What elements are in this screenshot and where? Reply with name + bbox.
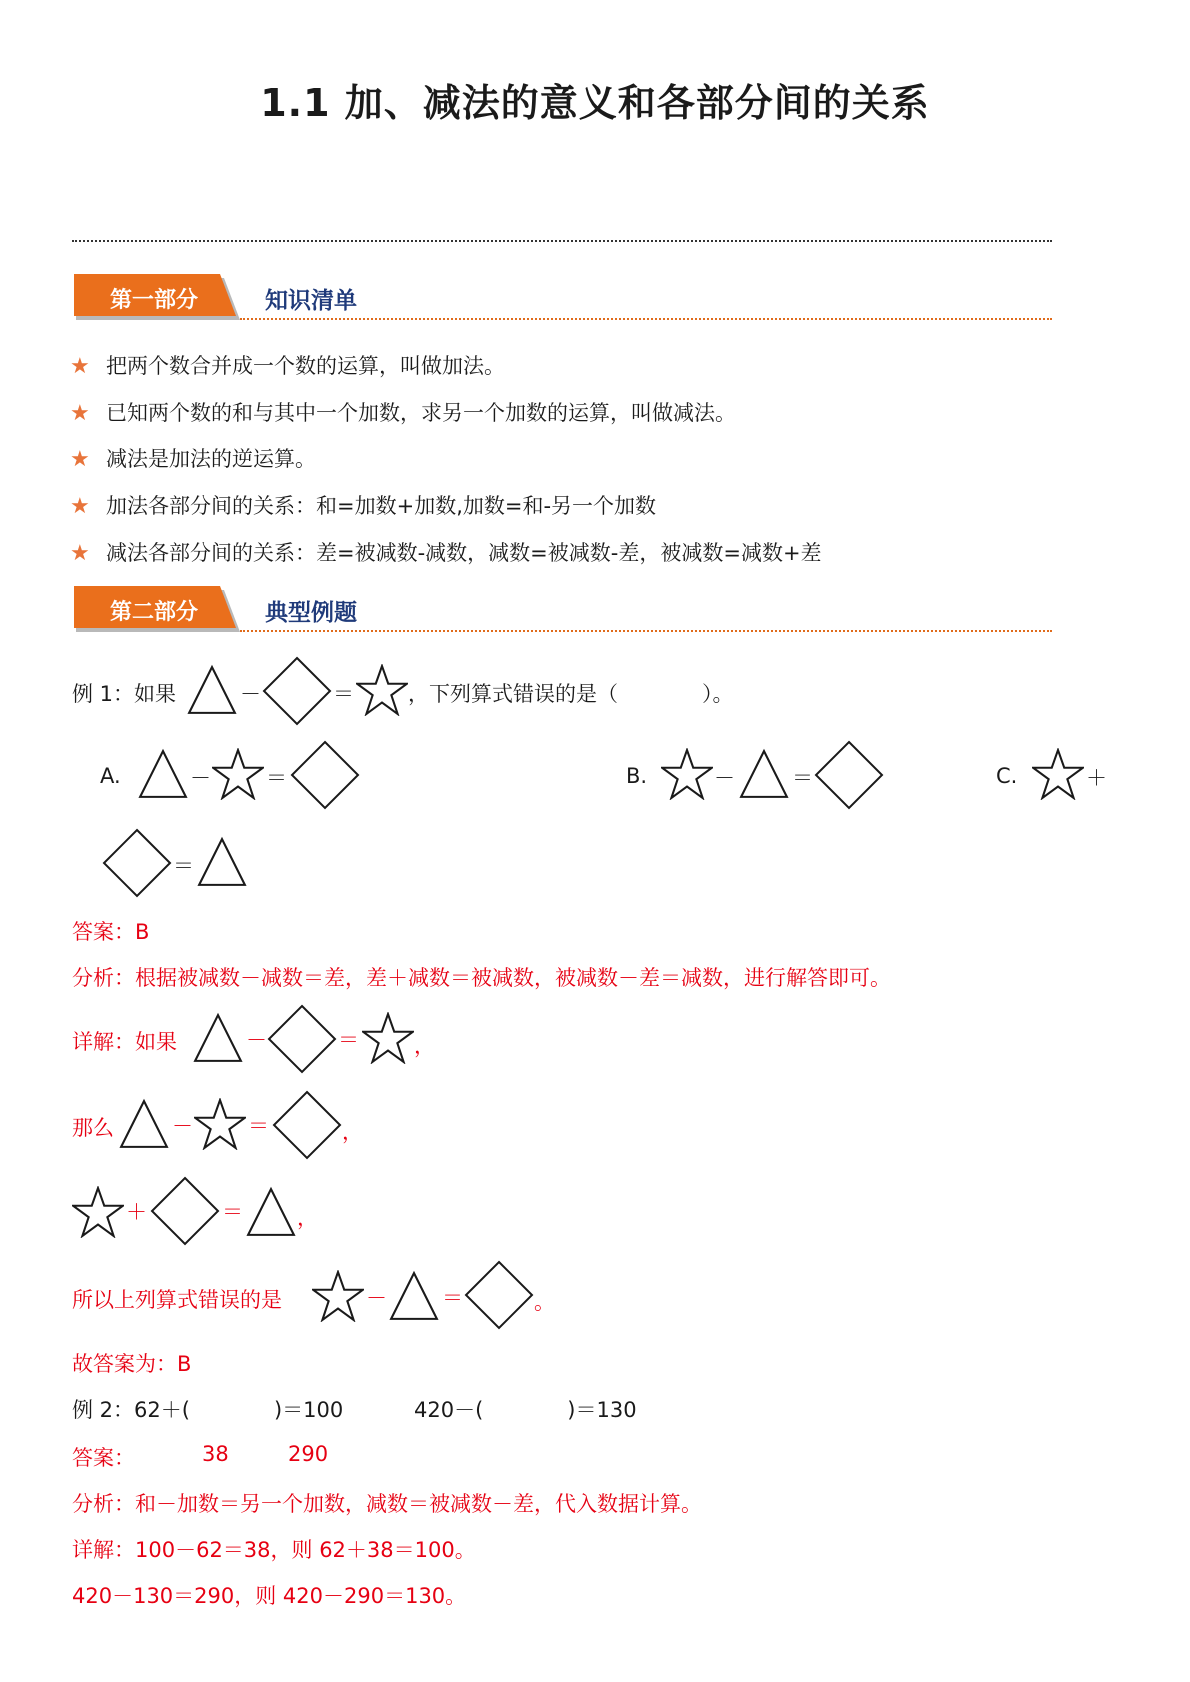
triangle-icon bbox=[196, 836, 248, 888]
star-icon bbox=[312, 1270, 364, 1322]
triangle-icon bbox=[118, 1098, 170, 1150]
star-icon bbox=[194, 1098, 246, 1150]
section-name-1: 知识清单 bbox=[265, 288, 357, 314]
ex1-answer: 答案：B bbox=[72, 920, 150, 944]
equals-sign: ＝ bbox=[248, 1114, 269, 1138]
ex2-answer-2: 290 bbox=[288, 1442, 329, 1466]
minus-sign: － bbox=[714, 766, 735, 790]
option-c-label: C. bbox=[996, 764, 1018, 788]
knowledge-item: ★ 加法各部分间的关系：和=加数+加数,加数=和-另一个加数 bbox=[70, 494, 657, 519]
ex2-detail-1: 详解：100－62＝38，则 62＋38＝100。 bbox=[72, 1538, 476, 1562]
ex2-answer-label: 答案： bbox=[72, 1446, 135, 1470]
equals-sign: ＝ bbox=[442, 1286, 463, 1310]
ex1-final: 故答案为：B bbox=[72, 1352, 192, 1376]
star-icon bbox=[661, 748, 713, 800]
section-tab-label: 第一部分 bbox=[109, 288, 198, 313]
equals-sign: ＝ bbox=[222, 1200, 243, 1224]
equals-sign: ＝ bbox=[338, 1028, 359, 1052]
comma: ， bbox=[414, 1034, 435, 1058]
minus-sign: － bbox=[366, 1286, 387, 1310]
triangle-icon bbox=[738, 748, 790, 800]
equals-sign: ＝ bbox=[792, 766, 813, 790]
star-bullet-icon: ★ bbox=[70, 354, 90, 379]
triangle-icon bbox=[245, 1186, 297, 1238]
option-b-label: B. bbox=[626, 764, 648, 788]
plus-sign: ＋ bbox=[126, 1200, 147, 1224]
star-bullet-icon: ★ bbox=[70, 447, 90, 472]
knowledge-item: ★ 减法各部分间的关系：差=被减数-减数，减数=被减数-差，被减数=减数+差 bbox=[70, 541, 822, 566]
ex1-prefix: 例 1：如果 bbox=[72, 682, 177, 706]
knowledge-item: ★ 已知两个数的和与其中一个加数，求另一个加数的运算，叫做减法。 bbox=[70, 401, 736, 426]
period: 。 bbox=[534, 1290, 555, 1314]
star-icon bbox=[72, 1186, 124, 1238]
minus-sign: － bbox=[190, 766, 211, 790]
comma: ， bbox=[297, 1206, 318, 1230]
then-label: 那么 bbox=[72, 1116, 114, 1140]
diamond-icon bbox=[464, 1260, 534, 1330]
knowledge-item: ★ 把两个数合并成一个数的运算，叫做加法。 bbox=[70, 354, 505, 379]
diamond-icon bbox=[267, 1004, 337, 1074]
minus-sign: － bbox=[246, 1028, 267, 1052]
knowledge-item: ★ 减法是加法的逆运算。 bbox=[70, 447, 316, 472]
triangle-icon bbox=[186, 664, 238, 716]
diamond-icon bbox=[272, 1090, 342, 1160]
section-tab-1 bbox=[74, 272, 242, 322]
ex2-answer-1: 38 bbox=[202, 1442, 229, 1466]
minus-sign: － bbox=[240, 682, 261, 706]
section-tab-2 bbox=[74, 584, 242, 634]
minus-sign: － bbox=[172, 1114, 193, 1138]
section-tab-label: 第二部分 bbox=[109, 600, 198, 625]
star-icon bbox=[212, 748, 264, 800]
diamond-icon bbox=[290, 740, 360, 810]
star-bullet-icon: ★ bbox=[70, 494, 90, 519]
section-rule-2 bbox=[240, 630, 1052, 632]
section-name-2: 典型例题 bbox=[265, 600, 357, 626]
ex2-analysis: 分析：和－加数＝另一个加数，减数＝被减数－差，代入数据计算。 bbox=[72, 1492, 702, 1516]
ex2-question-b: 420－( )＝130 bbox=[414, 1398, 637, 1422]
star-bullet-icon: ★ bbox=[70, 541, 90, 566]
ex2-question-a: 例 2：62＋( )＝100 bbox=[72, 1398, 344, 1422]
plus-sign: ＋ bbox=[1086, 766, 1107, 790]
triangle-icon bbox=[388, 1270, 440, 1322]
ex1-analysis: 分析：根据被减数－减数＝差，差＋减数＝被减数，被减数－差＝减数，进行解答即可。 bbox=[72, 966, 891, 990]
equals-sign: ＝ bbox=[173, 854, 194, 878]
star-icon bbox=[362, 1012, 414, 1064]
ex1-detail-prefix: 详解：如果 bbox=[72, 1030, 177, 1054]
equals-sign: ＝ bbox=[333, 682, 354, 706]
triangle-icon bbox=[137, 748, 189, 800]
diamond-icon bbox=[102, 828, 172, 898]
diamond-icon bbox=[262, 656, 332, 726]
page-title: 1.1 加、减法的意义和各部分间的关系 bbox=[260, 81, 930, 125]
comma: ， bbox=[342, 1120, 363, 1144]
diamond-icon bbox=[150, 1176, 220, 1246]
star-icon bbox=[1032, 748, 1084, 800]
section-rule-1 bbox=[240, 318, 1052, 320]
diamond-icon bbox=[814, 740, 884, 810]
equals-sign: ＝ bbox=[266, 766, 287, 790]
star-bullet-icon: ★ bbox=[70, 401, 90, 426]
top-divider bbox=[72, 240, 1052, 242]
conclusion-prefix: 所以上列算式错误的是 bbox=[72, 1288, 282, 1312]
option-a-label: A. bbox=[100, 764, 121, 788]
star-icon bbox=[356, 664, 408, 716]
triangle-icon bbox=[192, 1012, 244, 1064]
ex2-detail-2: 420－130＝290，则 420－290＝130。 bbox=[72, 1584, 467, 1608]
ex1-suffix: ，下列算式错误的是（ ）。 bbox=[408, 682, 734, 706]
